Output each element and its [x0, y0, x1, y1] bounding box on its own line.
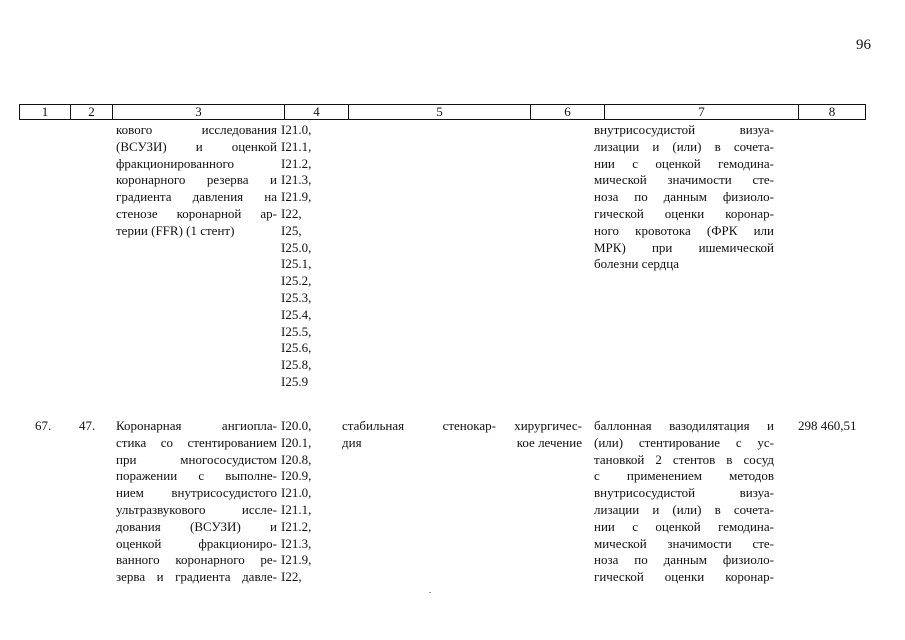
text-line: гической оценки коронар-	[594, 569, 774, 585]
cost-value: 298 460,51	[798, 418, 857, 433]
icd-code: I20.9,	[281, 468, 312, 484]
text-line: ванного коронарного ре-	[116, 552, 277, 568]
icd-code: I21.2,	[281, 518, 312, 534]
text-line: тановкой 2 стентов в сосуд	[594, 451, 774, 467]
icd-code: I25.6,	[281, 340, 312, 356]
text-line: баллонная вазодилятация и	[594, 418, 774, 433]
text-line: стенозе коронарной ар-	[116, 205, 277, 221]
group-number: 47.	[79, 418, 96, 433]
text-line: зерва и градиента давле-	[116, 569, 277, 585]
icd-code: I25.5,	[281, 323, 312, 339]
icd-code: I25.0,	[281, 239, 312, 255]
icd-code: I21.2,	[281, 155, 312, 171]
text-line: ноза по данным физиоло-	[594, 552, 774, 568]
row-number: 67.	[35, 418, 52, 433]
text-line: с применением методов	[594, 468, 774, 484]
column-number-7: 7	[604, 105, 798, 119]
icd-code: I25.1,	[281, 256, 312, 272]
text-line: дования (ВСУЗИ) и	[116, 518, 277, 534]
column-number-4: 4	[284, 105, 348, 119]
icd-code: I22,	[281, 569, 302, 585]
text-line: болезни сердца	[594, 256, 680, 272]
text-line: гической оценки коронар-	[594, 205, 774, 221]
icd-code: I20.0,	[281, 418, 312, 433]
text-line: ноза по данным физиоло-	[594, 189, 774, 205]
icd-code: I25.9	[281, 373, 309, 389]
column-number-3: 3	[112, 105, 284, 119]
column-number-8: 8	[798, 105, 865, 119]
text-line: градиента давления на	[116, 189, 277, 205]
text-line: МРК) при ишемической	[594, 239, 774, 255]
icd-code: I21.1,	[281, 138, 312, 154]
icd-code: I25.4,	[281, 306, 312, 322]
row-continuation-service-name	[116, 122, 277, 240]
text-line: ультразвукового иссле-	[116, 501, 277, 517]
service-name	[116, 418, 277, 586]
text-line: стика со стентированием	[116, 434, 277, 450]
treatment-type	[502, 418, 582, 452]
text-line: терии (FFR) (1 стент)	[116, 222, 235, 238]
icd-code: I21.0,	[281, 122, 312, 137]
column-number-2: 2	[70, 105, 112, 119]
text-line: (ВСУЗИ) и оценкой	[116, 138, 277, 154]
text-line: нии с оценкой гемодина-	[594, 518, 774, 534]
icd-codes	[281, 418, 329, 586]
text-line: внутрисосудистой визуа-	[594, 485, 774, 501]
icd-code: I20.1,	[281, 434, 312, 450]
row-continuation-icd-codes	[281, 122, 329, 391]
text-line: (или) стентирование с ус-	[594, 434, 774, 450]
text-line: коронарного резерва и	[116, 172, 277, 188]
icd-code: I20.8,	[281, 451, 312, 467]
text-line: кового исследования	[116, 122, 277, 137]
icd-code: I22,	[281, 205, 302, 221]
text-line: дия	[342, 434, 362, 450]
text-line: поражении с выполне-	[116, 468, 277, 484]
icd-code: I25.3,	[281, 289, 312, 305]
text-line: нии с оценкой гемодина-	[594, 155, 774, 171]
icd-code: I21.9,	[281, 552, 312, 568]
icd-code: I21.3,	[281, 535, 312, 551]
text-line: стабильная стенокар-	[342, 418, 496, 433]
page-number: 96	[856, 37, 871, 53]
icd-code: I21.1,	[281, 501, 312, 517]
icd-code: I25,	[281, 222, 302, 238]
text-line: Коронарная ангиопла-	[116, 418, 277, 433]
table-header-row	[19, 104, 866, 120]
text-line: ного кровотока (ФРК или	[594, 222, 774, 238]
column-number-5: 5	[348, 105, 530, 119]
icd-code: I21.3,	[281, 172, 312, 188]
icd-code: I25.8,	[281, 357, 312, 373]
icd-code: I25.2,	[281, 273, 312, 289]
column-number-6: 6	[530, 105, 604, 119]
text-line: фракционированного	[116, 155, 234, 171]
text-line: кое лечение	[516, 434, 582, 450]
scan-speck	[429, 592, 431, 593]
text-line: мической значимости сте-	[594, 172, 774, 188]
text-line: лизации и (или) в сочета-	[594, 138, 774, 154]
text-line: лизации и (или) в сочета-	[594, 501, 774, 517]
text-line: мической значимости сте-	[594, 535, 774, 551]
column-number-1: 1	[41, 104, 49, 119]
row-continuation-method	[594, 122, 774, 273]
text-line: внутрисосудистой визуа-	[594, 122, 774, 137]
text-line: оценкой фракциониро-	[116, 535, 277, 551]
text-line: при многососудистом	[116, 451, 277, 467]
text-line: хирургичес-	[514, 418, 582, 433]
icd-code: I21.9,	[281, 189, 312, 205]
icd-code: I21.0,	[281, 485, 312, 501]
text-line: нием внутрисосудистого	[116, 485, 277, 501]
treatment-method	[594, 418, 774, 586]
patient-model	[342, 418, 496, 452]
